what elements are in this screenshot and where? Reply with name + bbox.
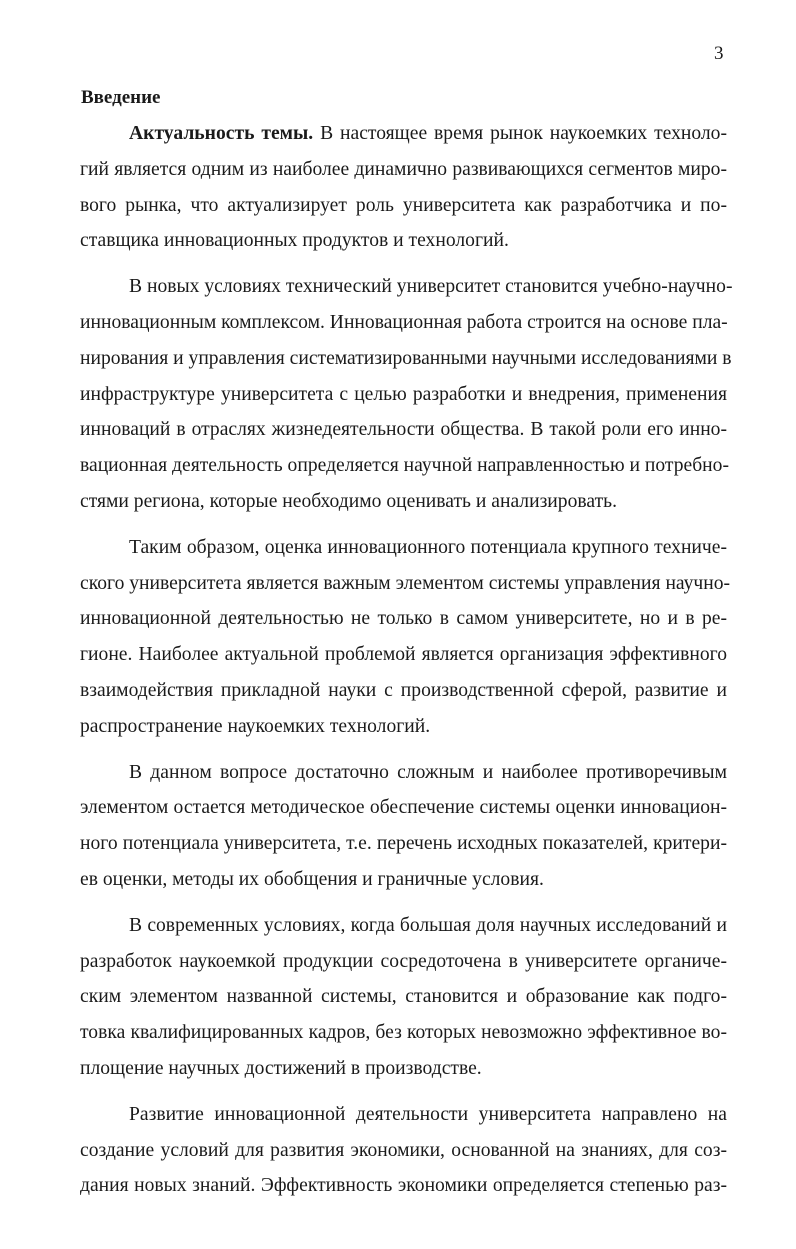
body-text	[80, 116, 733, 1204]
text-line: В новых условиях технический университет становится учебно-научно-	[129, 276, 733, 298]
text-line: ским элементом названной системы, становится и образование как подго-	[80, 986, 727, 1008]
text-line: вого рынка, что актуализирует роль университета как разработчика и по-	[80, 194, 727, 216]
section-heading: Введение	[81, 87, 161, 108]
text-line: площение научных достижений в производстве.	[80, 1057, 482, 1079]
paragraph-relevance	[80, 116, 727, 259]
text-line: ев оценки, методы их обобщения и граничные условия.	[80, 868, 544, 890]
text-line: нирования и управления систематизированными научными исследованиями в	[80, 347, 732, 369]
text-line: элементом остается методическое обеспечение системы оценки инновацион-	[80, 797, 727, 819]
text-line: инфраструктуре университета с целью разработки и внедрения, применения	[80, 383, 727, 405]
text-line: ного потенциала университета, т.е. перечень исходных показателей, критери-	[80, 833, 727, 855]
text-line: Развитие инновационной деятельности университета направлено на	[129, 1103, 727, 1125]
text-line: стями региона, которые необходимо оценивать и анализировать.	[80, 490, 617, 512]
paragraph-education	[80, 908, 727, 1087]
paragraph-conditions	[80, 269, 733, 520]
text-line: вационная деятельность определяется научной направленностью и потребно-	[80, 455, 729, 477]
paragraph-methodology	[80, 755, 727, 898]
text-line: В данном вопросе достаточно сложным и наиболее противоречивым	[129, 761, 727, 783]
text-line: ского университета является важным элементом системы управления научно-	[80, 572, 731, 594]
text-line: создание условий для развития экономики, основанной на знаниях, для соз-	[80, 1139, 727, 1161]
text-line: товка квалифицированных кадров, без которых невозможно эффективное во-	[80, 1022, 727, 1044]
text-line: гий является одним из наиболее динамично развивающихся сегментов миро-	[80, 158, 727, 180]
paragraph-assessment	[80, 530, 731, 745]
text-line: Актуальность темы. В настоящее время рынок наукоемких техноло-	[129, 123, 727, 144]
text-line: распространение наукоемких технологий.	[80, 715, 431, 737]
text-line: В современных условиях, когда большая доля научных исследований и	[129, 914, 727, 936]
text-line: инноваций в отраслях жизнедеятельности общества. В такой роли его инно-	[80, 419, 727, 441]
lead-term: Актуальность темы.	[129, 123, 314, 144]
text-line: Таким образом, оценка инновационного потенциала крупного техниче-	[129, 536, 727, 558]
text-line: дания новых знаний. Эффективность экономики определяется степенью раз-	[80, 1175, 727, 1197]
text-line: инновационным комплексом. Инновационная работа строится на основе пла-	[80, 311, 728, 333]
paragraph-development	[80, 1097, 727, 1204]
page-number: 3	[714, 43, 724, 64]
text-line: ставщика инновационных продуктов и технологий.	[80, 230, 509, 252]
text-line: взаимодействия прикладной науки с производственной сферой, развитие и	[80, 679, 727, 701]
text-line: инновационной деятельностью не только в самом университете, но и в ре-	[80, 608, 727, 630]
text-line: гионе. Наиболее актуальной проблемой является организация эффективного	[80, 644, 727, 666]
text-line: разработок наукоемкой продукции сосредоточена в университете органиче-	[80, 950, 727, 972]
